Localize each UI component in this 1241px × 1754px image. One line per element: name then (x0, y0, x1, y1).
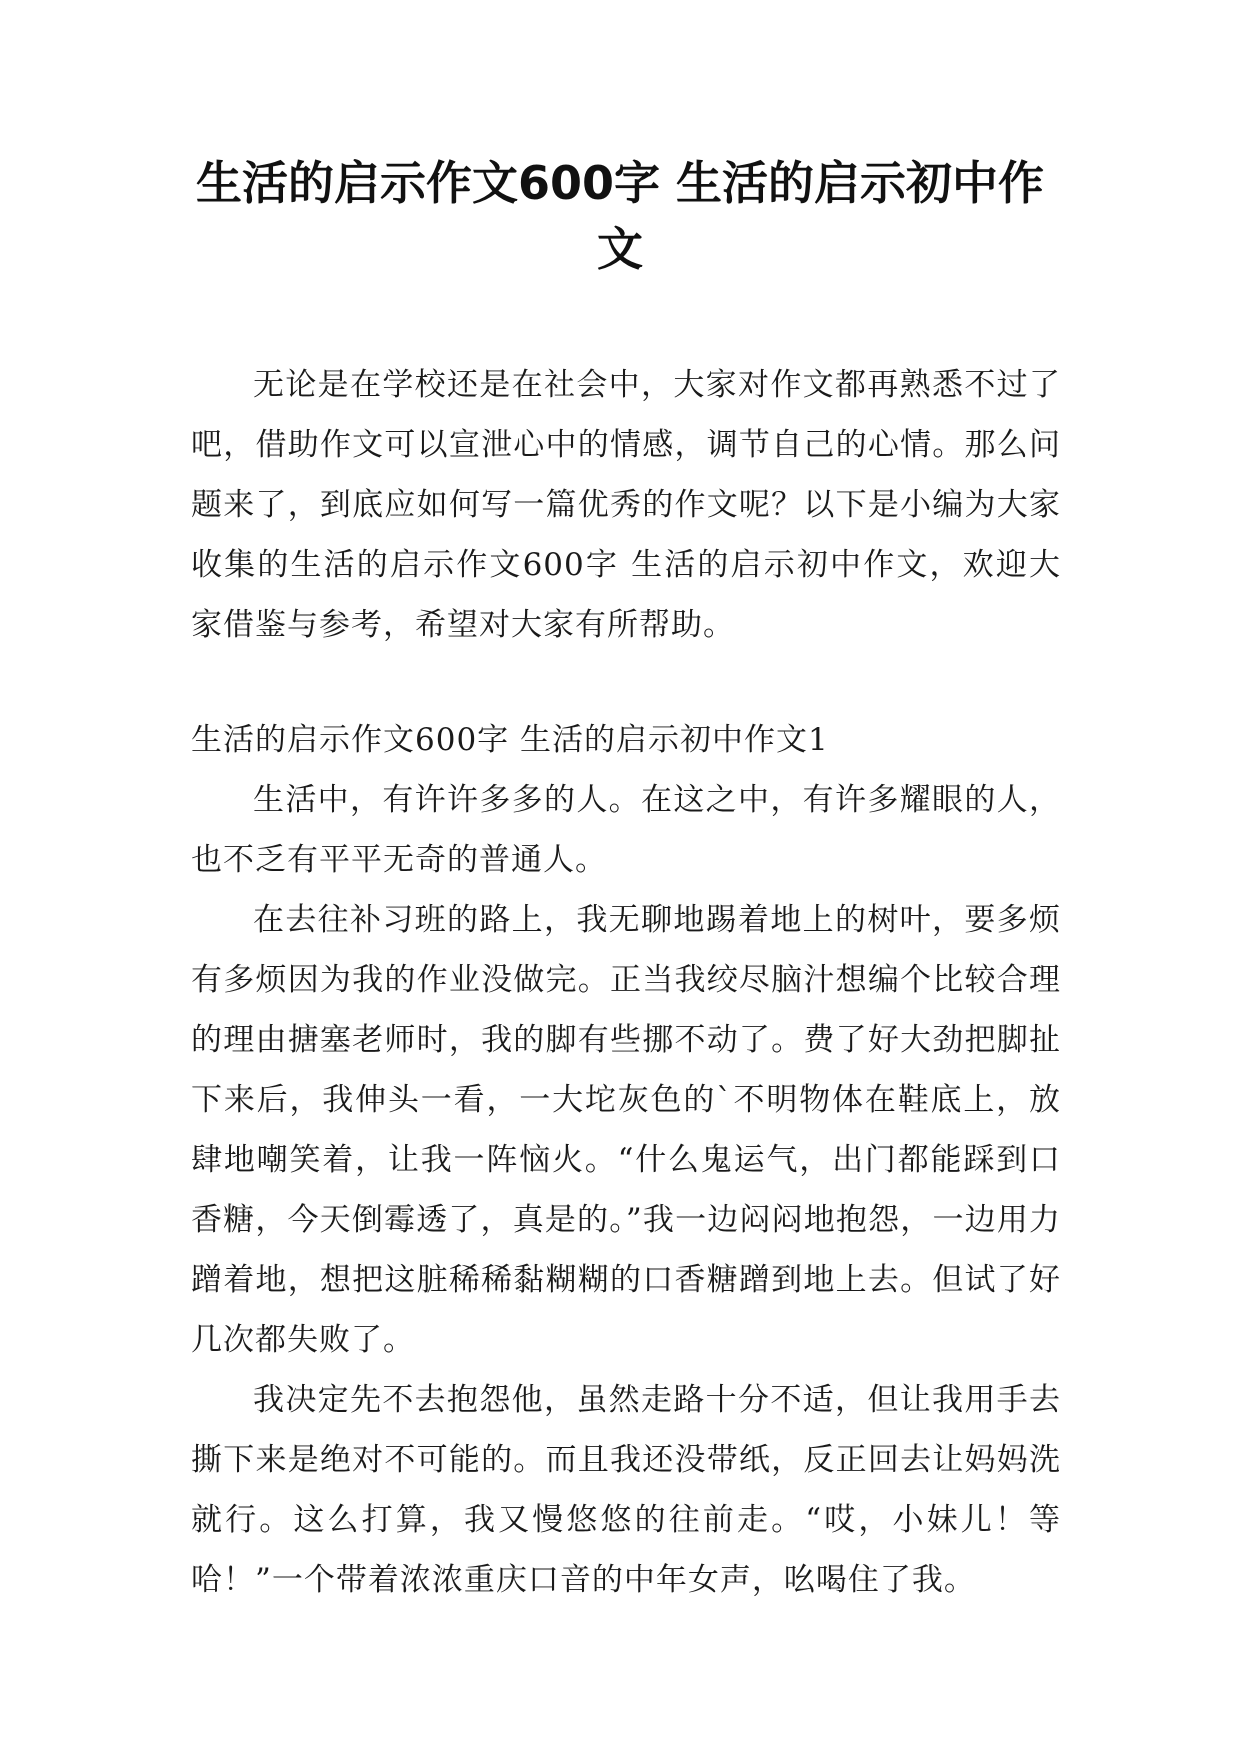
body-paragraph-3: 我决定先不去抱怨他，虽然走路十分不适，但让我用手去撕下来是绝对不可能的。而且我还没带纸，反正回去让妈妈洗就行。这么打算，我又慢悠悠的往前走。“哎，小妹儿！等哈！”一个带着浓浓重庆口音的中年女声，吆喝住了我。 (191, 1382, 1061, 1598)
section-title: 生活的启示作文600字 生活的启示初中作文1 (191, 722, 829, 758)
intro-paragraph: 无论是在学校还是在社会中，大家对作文都再熟悉不过了吧，借助作文可以宣泄心中的情感，调节自己的心情。那么问题来了，到底应如何写一篇优秀的作文呢？以下是小编为大家收集的生活的启示作文600字 生活的启示初中作文，欢迎大家借鉴与参考，希望对大家有所帮助。 (191, 367, 1061, 643)
body-paragraph-1: 生活中，有许许多多的人。在这之中，有许多耀眼的人，也不乏有平平无奇的普通人。 (191, 782, 1061, 878)
document-title: 生活的启示作文600字 生活的启示初中作文 (195, 156, 1045, 276)
document-body (191, 355, 1061, 1610)
body-paragraph-2: 在去往补习班的路上，我无聊地踢着地上的树叶，要多烦有多烦因为我的作业没做完。正当我绞尽脑汁想编个比较合理的理由搪塞老师时，我的脚有些挪不动了。费了好大劲把脚扯下来后，我伸头一看，一大坨灰色的`不明物体在鞋底上，放肆地嘲笑着，让我一阵恼火。“什么鬼运气，出门都能踩到口香糖，今天倒霉透了，真是的。”我一边闷闷地抱怨，一边用力蹭着地，想把这脏稀稀黏糊糊的口香糖蹭到地上去。但试了好几次都失败了。 (191, 902, 1061, 1358)
